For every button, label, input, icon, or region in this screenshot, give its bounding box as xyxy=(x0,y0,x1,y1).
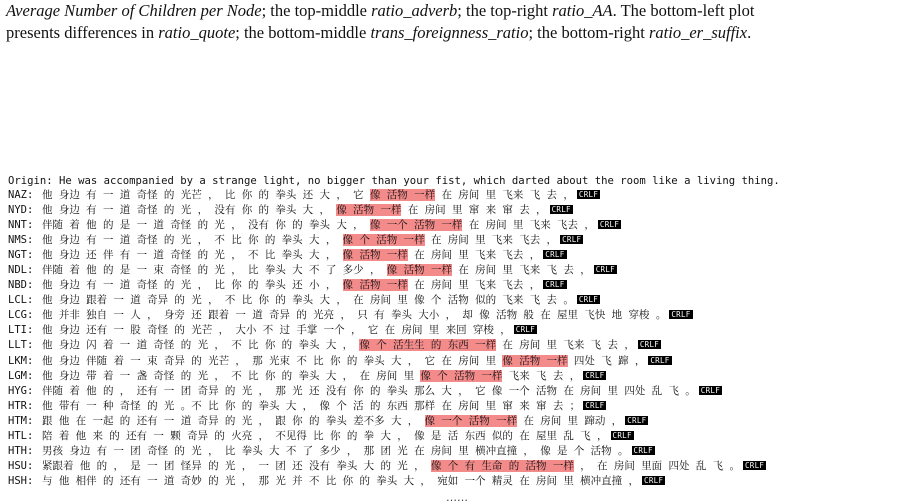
translation-text: 在 房间 里 飞来 飞去 ， xyxy=(462,219,595,232)
crlf-marker: CRLF xyxy=(515,325,536,335)
highlighted-phrase: 像 个 活物 一样 xyxy=(420,369,503,382)
translation-text: 紧跟着 他 的 ， 是 一 团 怪异 的 光 ， 一 团 还 没有 拳头 大 的 光 ， xyxy=(42,459,431,472)
crlf-marker: CRLF xyxy=(585,370,605,380)
highlighted-phrase: 像 个 有 生命 的 活物 一样 xyxy=(430,459,574,472)
translation-row xyxy=(8,369,920,384)
caption-line-2 xyxy=(6,22,918,44)
system-code: NNT: xyxy=(8,219,34,232)
crlf-marker: CRLF xyxy=(744,460,765,470)
crlf-marker: CRLF xyxy=(595,265,615,275)
system-code: NDL: xyxy=(8,264,34,277)
translation-text: 在 房间 里 飞来 飞去 ， xyxy=(407,249,541,262)
translation-text: 在 房间 里 飞来 飞 去 ， xyxy=(451,264,591,277)
highlighted-phrase: 像 活物 一样 xyxy=(342,249,408,262)
translation-text: 飞来 飞 去 ， xyxy=(502,369,581,382)
translation-row xyxy=(8,218,920,233)
caption-term: ratio_adverb xyxy=(371,1,458,20)
translation-text: 他 身边 有 一 道 奇怪 的 光 ， 没有 你 的 拳头 大 ， xyxy=(42,204,337,217)
caption-text: presents differences in xyxy=(6,23,159,42)
translation-text: 他 身边 伴随 着 一 束 奇异 的 光芒 ， 那 光束 不 比 你 的 拳头 大 ， 它 在 房间 里 xyxy=(42,354,503,367)
translation-text: 在 房间 里 飞来 飞去 ， xyxy=(407,279,541,292)
translation-row xyxy=(8,429,920,444)
translation-text: 伴随 着 他 的 是 一 束 奇怪 的 光 ， 比 拳头 大 不 了 多少 ， xyxy=(42,264,387,277)
system-code: LCG: xyxy=(8,309,34,322)
system-code: LTI: xyxy=(8,324,34,337)
translation-text: 在 房间 里 飞来 飞去 ， xyxy=(424,234,558,247)
system-code: HTM: xyxy=(8,414,34,427)
translation-text: 伴随 着 他 的 是 一 道 奇怪 的 光 ， 没有 你 的 拳头 大 ， xyxy=(42,219,370,232)
translation-text: 他 带有 一 种 奇怪 的 光 。不 比 你 的 拳头 大 ， 像 个 活 的 东西 那样 在 房间 里 窜 来 窜 去 ； xyxy=(42,399,581,412)
crlf-marker: CRLF xyxy=(585,400,605,410)
crlf-marker: CRLF xyxy=(562,235,582,245)
translation-text: 他 身边 跟着 一 道 奇异 的 光 ， 不 比 你 的 拳头 大 ， 在 房间 里 像 个 活物 似的 飞来 飞 去 。 xyxy=(42,294,574,307)
translation-row xyxy=(8,474,920,489)
caption-text: ; the bottom-middle xyxy=(235,23,371,42)
system-code: HTH: xyxy=(8,444,34,457)
translation-row xyxy=(8,248,920,263)
highlighted-phrase: 像 个 活生生 的 东西 一样 xyxy=(359,339,497,352)
translation-row xyxy=(8,308,920,323)
figure-caption xyxy=(6,0,918,44)
crlf-marker: CRLF xyxy=(627,415,647,425)
translation-row xyxy=(8,414,920,429)
highlighted-phrase: 像 活物 一样 xyxy=(369,189,436,201)
caption-term: ratio_quote xyxy=(158,23,236,42)
system-code: NMS: xyxy=(8,234,34,247)
translation-text: 在 房间 里 蹿动 ， xyxy=(517,414,623,427)
translation-row xyxy=(8,338,920,353)
translation-row xyxy=(8,399,920,414)
system-code: NBD: xyxy=(8,279,34,292)
caption-text: ; the top-middle xyxy=(261,1,372,20)
translation-text: 跟 他 在 一起 的 还有 一 道 奇异 的 光 ， 跟 你 的 拳头 差不多 大 ， xyxy=(42,414,425,427)
translation-text: 他 身边 有 一 道 奇怪 的 光芒 ， 比 你 的 拳头 还 大 ， 它 xyxy=(42,189,370,201)
highlighted-phrase: 像 活物 一样 xyxy=(502,354,568,367)
system-code: LCL: xyxy=(8,294,34,307)
system-code: NGT: xyxy=(8,249,34,262)
crlf-marker: CRLF xyxy=(578,295,599,305)
highlighted-phrase: 像 活物 一样 xyxy=(342,279,408,292)
crlf-marker: CRLF xyxy=(650,355,670,365)
translation-text: 他 并非 独自 一 人 ， 身旁 还 跟着 一 道 奇异 的 光亮 ， 只 有 拳头 大小 ， 却 像 活物 般 在 屋里 飞快 地 穿梭 。 xyxy=(42,309,667,322)
highlighted-phrase: 像 一个 活物 一样 xyxy=(369,219,463,232)
translation-row xyxy=(8,459,920,474)
caption-line-1 xyxy=(6,0,918,22)
translation-row xyxy=(8,263,920,278)
crlf-marker: CRLF xyxy=(578,190,599,199)
system-code: HSH: xyxy=(8,474,34,487)
translation-text: 他 身边 还 伴 有 一 道 奇怪 的 光 ， 不 比 拳头 大 ， xyxy=(42,249,343,262)
system-code: NYD: xyxy=(8,204,34,217)
translation-text: 他 身边 带 着 一 盏 奇怪 的 光 ， 不 比 你 的 拳头 大 ， 在 房间 里 xyxy=(42,369,421,382)
translation-row xyxy=(8,188,920,203)
crlf-marker: CRLF xyxy=(545,280,565,290)
translation-text: 男孩 身边 有 一 团 奇怪 的 光 ， 比 拳头 大 不 了 多少 ， 那 团 光 在 房间 里 横冲直撞 ， 像 是 个 活物 。 xyxy=(42,444,629,457)
caption-text: ; the top-right xyxy=(457,1,553,20)
translation-text: 与 他 相伴 的 还有 一 道 奇妙 的 光 ， 那 光 并 不 比 你 的 拳头 大 ， 宛如 一个 精灵 在 房间 里 横冲直撞 ， xyxy=(42,474,640,487)
caption-text: ; the bottom-right xyxy=(528,23,649,42)
crlf-marker: CRLF xyxy=(633,445,653,455)
highlighted-phrase: 像 一个 活物 一样 xyxy=(424,414,518,427)
translation-text: 他 身边 有 一 道 奇怪 的 光 ， 比 你 的 拳头 还 小 ， xyxy=(42,279,343,292)
translation-row xyxy=(8,444,920,459)
system-code: NAZ: xyxy=(8,189,34,201)
translation-list xyxy=(8,188,920,489)
caption-term: ratio_er_suffix xyxy=(648,23,748,42)
system-code: HTL: xyxy=(8,429,34,442)
system-code: HSU: xyxy=(8,459,34,472)
crlf-marker: CRLF xyxy=(671,310,691,320)
translation-text: 伴随 着 他 的 ， 还有 一 团 奇异 的 光 ， 那 光 还 没有 你 的 拳头 那么 大 ， 它 像 一个 活物 在 房间 里 四处 乱 飞 。 xyxy=(42,384,696,397)
translation-row xyxy=(8,203,920,218)
system-code: HTR: xyxy=(8,399,34,412)
translation-text: ， 在 房间 里面 四处 乱 飞 。 xyxy=(573,459,740,472)
translation-text: 他 身边 闪 着 一 道 奇怪 的 光 ， 不 比 你 的 拳头 大 ， xyxy=(42,339,360,352)
translation-row xyxy=(8,233,920,248)
translation-row xyxy=(8,354,920,369)
caption-text: . The bottom-left plot xyxy=(612,1,755,20)
caption-term: trans_foreignness_ratio xyxy=(370,23,529,42)
highlighted-phrase: 像 个 活物 一样 xyxy=(342,234,425,247)
translation-text: 在 房间 里 飞来 飞 去 ， xyxy=(435,189,574,201)
crlf-marker: CRLF xyxy=(551,205,571,215)
translation-row xyxy=(8,293,920,308)
translation-text: 陪 着 他 来 的 还有 一 颗 奇异 的 火亮 ， 不见得 比 你 的 拳 大 ， 像 是 活 东西 似的 在 屋里 乱 飞 ， xyxy=(42,429,608,442)
crlf-marker: CRLF xyxy=(612,430,632,440)
caption-text: . xyxy=(747,23,752,42)
highlighted-phrase: 像 活物 一样 xyxy=(386,264,452,277)
translation-text: 在 房间 里 飞来 飞 去 ， xyxy=(496,339,635,352)
translation-row xyxy=(8,323,920,338)
translation-text: 他 身边 有 一 道 奇怪 的 光 ， 不 比 你 的 拳头 大 ， xyxy=(42,234,343,247)
crlf-marker: CRLF xyxy=(700,385,721,395)
caption-term: ratio_AA xyxy=(552,1,613,20)
translation-row xyxy=(8,384,920,399)
system-code: LLT: xyxy=(8,339,34,352)
system-code: LGM: xyxy=(8,369,34,382)
translation-text: 在 房间 里 窜 来 窜 去 ， xyxy=(401,204,547,217)
page-footer: …… xyxy=(446,491,468,504)
crlf-marker: CRLF xyxy=(644,475,664,485)
translation-row xyxy=(8,278,920,293)
system-code: LKM: xyxy=(8,354,34,367)
caption-term: Average Number of Children per Node xyxy=(6,1,262,20)
system-code: HYG: xyxy=(8,384,34,397)
translation-text: 他 身边 还有 一 股 奇怪 的 光芒 ， 大小 不 过 手掌 一个 ， 它 在 房间 里 来回 穿梭 ， xyxy=(42,324,511,337)
translation-text: 四处 飞 蹿 ， xyxy=(567,354,646,367)
crlf-marker: CRLF xyxy=(639,340,660,350)
highlighted-phrase: 像 活物 一样 xyxy=(336,204,402,217)
crlf-marker: CRLF xyxy=(545,250,565,260)
crlf-marker: CRLF xyxy=(599,220,620,230)
origin-sentence: Origin: He was accompanied by a strange light, no bigger than your fist, which darted about the room like a living thing. xyxy=(8,175,780,187)
